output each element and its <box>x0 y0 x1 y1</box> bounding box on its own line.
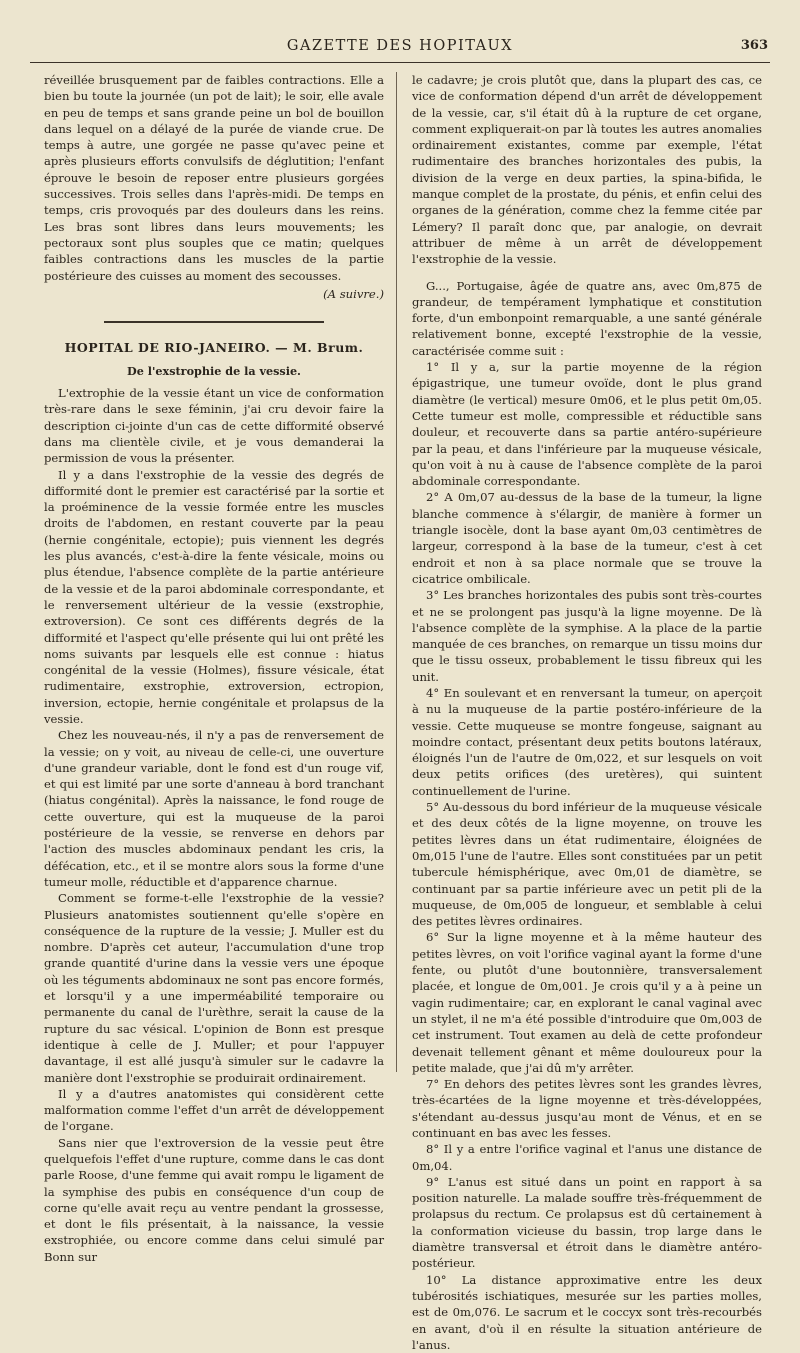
paragraph: 3° Les branches horizontales des pubis sont très-courtes et ne se prolongent pas jusqu'à la ligne moyenne. De là l'absence complète de la symphise. A la place de la partie manquée de ces branches, on remarque un tissu moins dur que le tissu osseux, probablement le tissu fibreux qui les unit. <box>412 588 762 684</box>
paragraph: L'extrophie de la vessie étant un vice de conformation très-rare dans le sexe féminin, j'ai cru devoir faire la description ci-jointe d'un cas de cette difformité observé dans ma clientèle civile, et je vous demanderai la permission de vous la présenter. <box>44 386 384 466</box>
paragraph: 7° En dehors des petites lèvres sont les grandes lèvres, très-écartées de la ligne moyenne et très-développées, s'étendant au-dessus jusqu'au mont de Vénus, et en se continuant en bas avec les fesses. <box>412 1077 762 1140</box>
paragraph: 1° Il y a, sur la partie moyenne de la région épigastrique, une tumeur ovoïde, dont le plus grand diamètre (le vertical) mesure 0m06, et le plus petit 0m,05. Cette tumeur est molle, compressible et réductible sans douleur, et recouverte dans sa partie antéro-supérieure par la peau, et dans l'inférieure par la muqueuse vésicale, qu'on voit à nu à cause de l'absence complète de la paroi abdominale correspondante. <box>412 360 762 489</box>
section-separator <box>44 314 384 330</box>
left-column <box>44 72 384 1265</box>
paragraph: Sans nier que l'extroversion de la vessie peut être quelquefois l'effet d'une rupture, comme dans le cas dont parle Roose, d'une femme qui avait rompu le ligament de la symphise des pubis en conséquence d'un coup de corne qu'elle avait reçu au ventre pendant la grossesse, et dont le fils présentait, à la naissance, la vessie exstrophiée, ou encore comme dans celui simulé par Bonn sur <box>44 1135 384 1264</box>
paragraph: 9° L'anus est situé dans un point en rapport à sa position naturelle. La malade souffre très-fréquemment de prolapsus du rectum. Ce prolapsus est dû certainement à la conformation vicieuse du bassin, trop large dans le diamètre transversal et étroit dans le diamètre antéro-postérieur. <box>412 1174 762 1271</box>
journal-title: GAZETTE DES HOPITAUX <box>286 38 514 54</box>
paragraph: 5° Au-dessous du bord inférieur de la muqueuse vésicale et des deux côtés de la ligne moyenne, on trouve les petites lèvres dans un état rudimentaire, éloignées de 0m,015 l'une de l'autre. Elles sont constituées par un petit tubercule hémisphérique, avec 0m,01 de diamètre, se continuant par sa partie inférieure avec un petit pli de la muqueuse, de 0m,005 de longueur, et semblable à celui des petites lèvres ordinaires. <box>412 800 762 929</box>
paragraph: Chez les nouveau-nés, il n'y a pas de renversement de la vessie; on y voit, au niveau de celle-ci, une ouverture d'une grandeur variable, dont le fond est d'un rouge vif, et qui est limité par une sorte d'anneau à bord tranchant (hiatus congénital). Après la naissance, le fond rouge de cette ouverture, qui est la muqueuse de la paroi postérieure de la vessie, se renverse en dehors par l'action des muscles abdominaux pendant les cris, la défécation, etc., et il se montre alors sous la forme d'une tumeur molle, réductible et d'apparence charnue. <box>44 728 384 889</box>
paragraph: G..., Portugaise, âgée de quatre ans, avec 0m,875 de grandeur, de tempérament lymphatique et constitution forte, d'un embonpoint remarquable, a une santé générale relativement bonne, excepté l'exstrophie de la vessie, caractérisée comme suit : <box>412 278 762 358</box>
paragraph: 2° A 0m,07 au-dessus de la base de la tumeur, la ligne blanche commence à s'élargir, de manière à former un triangle isocèle, dont la base ayant 0m,03 centimètres de largeur, correspond à la base de la tumeur, c'est à cet endroit et non à sa place normale que se trouve la cicatrice ombilicale. <box>412 490 762 586</box>
paragraph: le cadavre; je crois plutôt que, dans la plupart des cas, ce vice de conformation dépend d'un arrêt de développement de la vessie, car, s'il était dû à la rupture de cet organe, comment expliquerait-on par là toutes les autres anomalies ordinairement existantes, comme par exemple, l'état rudimentaire des branches horizontales des pubis, la division de la verge en deux parties, la spina-bifida, le manque complet de la prostate, du pénis, et enfin celui des organes de la génération, comme chez la femme citée par Lémery? Il paraît donc que, par analogie, on devrait attribuer de même à un arrêt de développement l'exstrophie de la vessie. <box>412 73 762 267</box>
right-column <box>412 72 762 1353</box>
column-divider <box>396 72 397 1072</box>
paragraph: Comment se forme-t-elle l'exstrophie de la vessie? Plusieurs anatomistes soutiennent qu'elle s'opère en conséquence de la rupture de la vessie; J. Muller est du nombre. D'après cet auteur, l'accumulation d'une trop grande quantité d'urine dans la vessie vers une époque où les téguments abdominaux ne sont pas encore formés, et lorsqu'il y a une imperméabilité temporaire ou permanente du canal de l'urèthre, serait la cause de la rupture du sac vésical. L'opinion de Bonn est presque identique à celle de J. Muller; et pour l'appuyer davantage, il est allé jusqu'à simuler sur le cadavre la manière dont l'exstrophie se produirait ordinairement. <box>44 891 384 1085</box>
paragraph: 8° Il y a entre l'orifice vaginal et l'anus une distance de 0m,04. <box>412 1142 762 1173</box>
paragraph: 6° Sur la ligne moyenne et à la même hauteur des petites lèvres, on voit l'orifice vaginal ayant la forme d'une fente, ou plutôt d'une boutonnière, transversalement placée, et longue de 0m,001. Je crois qu'il y a à peine un vagin rudimentaire; car, en explorant le canal vaginal avec un stylet, il ne m'a été possible d'introduire que 0m,003 de cet instrument. Tout examen au delà de cette profondeur devenait tellement gênant et même douloureux pour la petite malade, que j'ai dû m'y arrêter. <box>412 930 762 1075</box>
section-title: HOPITAL DE RIO-JANEIRO. — M. Brum. <box>64 340 364 356</box>
to-be-continued: (A suivre.) <box>323 286 384 301</box>
article-subtitle: De l'exstrophie de la vessie. <box>127 363 301 378</box>
paragraph: Il y a dans l'exstrophie de la vessie des degrés de difformité dont le premier est caractérisé par la sortie et la proéminence de la vessie formée entre les muscles droits de l'abdomen, en restant couverte par la peau (hernie congénitale, ectopie); puis viennent les degrés les plus avancés, c'est-à-dire la fente vésicale, moins ou plus étendue, l'absence complète de la partie antérieure de la vessie et de la paroi abdominale correspondante, et le renversement ultérieur de la vessie (exstrophie, extroversion). Ce sont ces différents degrés de la difformité et l'aspect qu'elle présente qui lui ont prêté les noms suivants par lesquels elle est connue : hiatus congénital de la vessie (Holmes), fissure vésicale, état rudimentaire, exstrophie, extroversion, ectropion, inversion, ectopie, hernie congénitale et prolapsus de la vessie. <box>44 467 384 726</box>
paragraph: 4° En soulevant et en renversant la tumeur, on aperçoit à nu la muqueuse de la partie postéro-inférieure de la vessie. Cette muqueuse se montre fongeuse, saignant au moindre contact, présentant deux petits boutons latéraux, éloignés l'un de l'autre de 0m,022, et sur lesquels on voit deux petits orifices (des uretères), qui suintent continuellement de l'urine. <box>412 685 762 798</box>
header-rule <box>30 62 770 63</box>
page-header <box>30 38 770 60</box>
paragraph: réveillée brusquement par de faibles contractions. Elle a bien bu toute la journée (un pot de lait); le soir, elle avale en peu de temps et sans grande peine un bol de bouillon dans lequel on a délayé de la purée de viande crue. De temps à autre, une gorgée ne passe qu'avec peine et après plusieurs efforts convulsifs de déglutition; l'enfant éprouve le besoin de reposer entre plusieurs gorgées successives. Trois selles dans l'après-midi. De temps en temps, cris provoqués par des douleurs dans les reins. Les bras sont libres dans leurs mouvements; les pectoraux sont plus souples que ce matin; quelques faibles contractions dans les muscles de la partie postérieure des cuisses au moment des secousses. <box>44 73 384 283</box>
paragraph: 10° La distance approximative entre les deux tubérosités ischiatiques, mesurée sur les parties molles, est de 0m,076. Le sacrum et le coccyx sont très-recourbés en avant, d'où il en résulte la situation antérieure de l'anus. <box>412 1272 762 1352</box>
paragraph: Il y a d'autres anatomistes qui considèrent cette malformation comme l'effet d'un arrêt de développement de l'organe. <box>44 1086 384 1134</box>
page-number: 363 <box>740 38 768 53</box>
